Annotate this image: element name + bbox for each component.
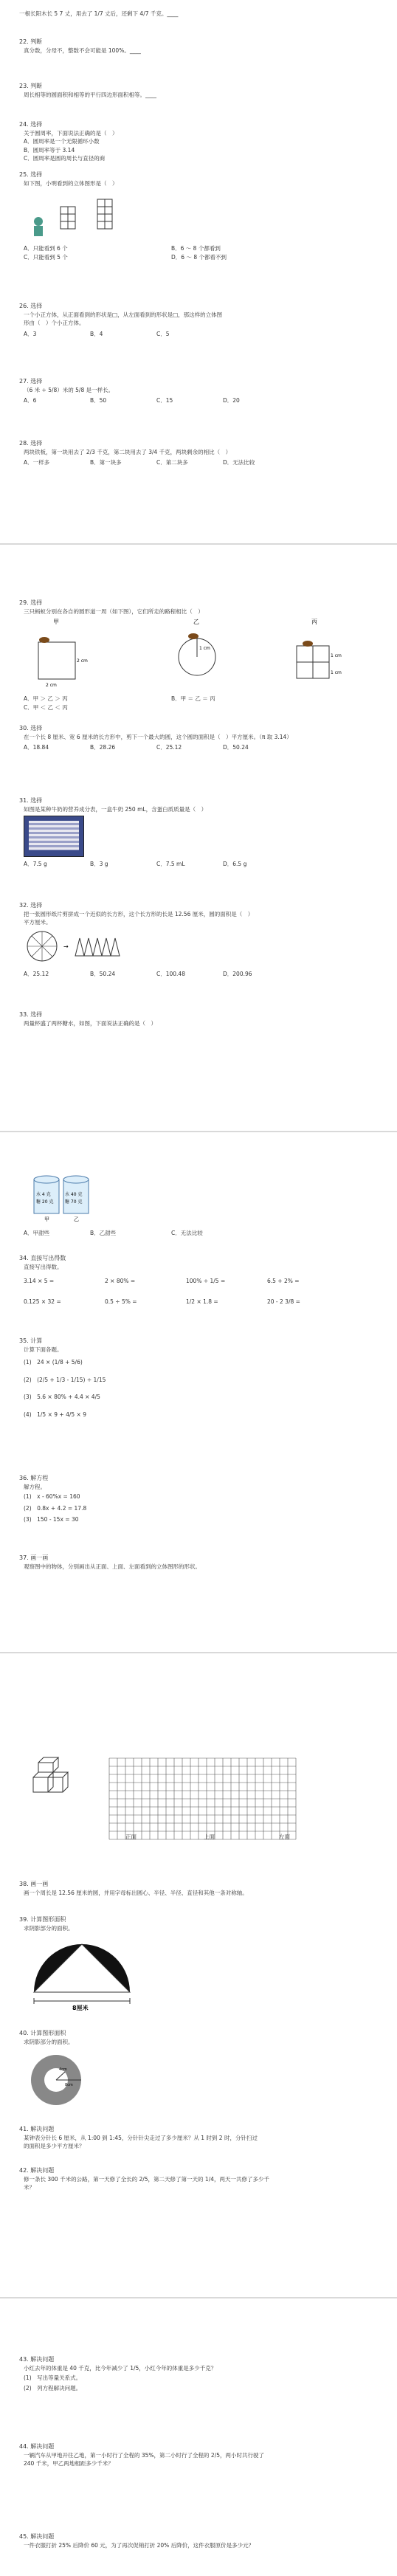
q35-text: 计算下面各题。: [24, 1346, 63, 1353]
q29-text: 三只蚂蚁分别在各自的圆形道一周（如下图），它们所走的路程相比（ ）: [24, 608, 204, 615]
q32-option-d[interactable]: D．200.96: [223, 970, 252, 977]
q35-item-3: (3) 5.6 × 80% + 4.4 × 4/5: [24, 1394, 100, 1401]
q31-text: 如图是某种牛奶的营养成分表，一盒牛奶 250 mL，含蛋白质质量是（ ）: [24, 806, 207, 813]
q27-option-b[interactable]: B．50: [90, 397, 107, 404]
q34-number: 34. 直接写出得数: [19, 1255, 66, 1261]
q34-item-3: 100% ÷ 1/5 =: [186, 1278, 226, 1285]
q29-label-yi: 乙: [193, 619, 199, 626]
q36-item-3: (3) 150 - 15x = 30: [24, 1516, 79, 1523]
q28-option-a[interactable]: A．一样多: [24, 459, 50, 466]
q33-cup2-sugar: 糖 70 克: [65, 1199, 83, 1205]
q25-option-d[interactable]: D．6 ～ 8 个都看不到: [171, 253, 227, 261]
q31: [19, 797, 381, 868]
q28-option-d[interactable]: D．无法比较: [223, 459, 255, 466]
q40-text: 求阴影部分的面积。: [24, 2039, 74, 2045]
q33-cup1-label: 甲: [44, 1216, 49, 1222]
q33-cup2-water: 水 40 克: [65, 1192, 83, 1197]
q29-number: 29. 选择: [19, 599, 43, 606]
q25-number: 25. 选择: [19, 171, 43, 178]
q45-number: 45. 解决问题: [19, 2533, 55, 2540]
q36-item-1: (1) x - 60%x = 160: [24, 1493, 80, 1501]
q41-text-cont: 的面积是多少平方厘米？: [24, 2143, 85, 2150]
q29-dim-radius: 1 cm: [199, 646, 210, 652]
q30-option-b[interactable]: B．28.26: [90, 744, 116, 751]
q33-option-a[interactable]: A．甲甜些: [24, 1230, 50, 1236]
page-separator: [0, 1652, 397, 1653]
q42-number: 42. 解决问题: [19, 2167, 55, 2174]
q31-option-b[interactable]: B．3 g: [90, 861, 108, 868]
q24-option-b[interactable]: B．圆周率等于 3.14: [24, 146, 75, 154]
q43-item-2: (2) 列方程解决问题。: [24, 2384, 82, 2391]
q34-item-7: 1/2 × 1.8 =: [186, 1298, 218, 1305]
q31-nutrition-label-image: [24, 816, 84, 857]
q38-number: 38. 画一画: [19, 1881, 49, 1887]
q30-option-a[interactable]: A．18.84: [24, 744, 49, 751]
q30-number: 30. 选择: [19, 725, 43, 731]
q28-option-c[interactable]: C．第二块多: [156, 459, 188, 466]
q35-item-4: (4) 1/5 × 9 + 4/5 × 9: [24, 1411, 86, 1418]
q33-text: 两量杯盛了两杯糖水，如图，下面说法正确的是（ ）: [24, 1020, 156, 1027]
q27-option-c[interactable]: C．15: [156, 397, 173, 404]
q28: [19, 440, 381, 466]
q31-option-d[interactable]: D．6.5 g: [223, 861, 247, 868]
q28-number: 28. 选择: [19, 440, 43, 447]
q41: [19, 2126, 381, 2152]
q33-number: 33. 选择: [19, 1011, 43, 1018]
q43-item-1: (1) 写出等量关系式。: [24, 2374, 82, 2382]
q27: [19, 378, 381, 404]
q26-text-cont: 形由（ ）个小正方体。: [24, 320, 85, 327]
q34-text: 直接写出得数。: [24, 1264, 63, 1270]
q23-text: 周长相等的圆面积和相等的平行四边形面积相等。____: [24, 92, 156, 98]
q35-item-1: (1) 24 × (1/8 + 5/6): [24, 1359, 83, 1366]
q40-ring-figure: [27, 2047, 100, 2113]
q44-text-cont: 240 千米，甲乙两地相距多少千米？: [24, 2460, 114, 2467]
q32-text-cont: 平方厘米。: [24, 919, 52, 926]
q33-option-c[interactable]: C．无法比较: [171, 1230, 203, 1236]
q37-number: 37. 画一画: [19, 1554, 49, 1561]
page-separator: [0, 543, 397, 545]
q34-item-2: 2 × 80% =: [105, 1278, 136, 1285]
q35: [19, 1337, 381, 1419]
q34: [19, 1255, 381, 1305]
q22-text: 真分数，分母不，整数不会可能是 100%。____: [24, 47, 141, 54]
q24-number: 24. 选择: [19, 121, 43, 128]
q33-option-b[interactable]: B．乙甜些: [90, 1230, 117, 1236]
q22: [19, 38, 381, 55]
q43-number: 43. 解决问题: [19, 2356, 55, 2363]
q21-text: 一根长阳木长 5 7 丈，用去了 1/7 丈后，还剩下 4/7 千克。____: [19, 10, 179, 17]
q37-view-front: 正面: [125, 1833, 137, 1840]
q40-dim-inner: 4cm: [59, 2067, 67, 2073]
q32-option-c[interactable]: C．100.48: [156, 970, 185, 977]
q34-item-6: 0.5 ÷ 5% =: [105, 1298, 137, 1305]
q32-number: 32. 选择: [19, 902, 43, 909]
q41-text: 某钟表分针长 6 厘米，从 1:00 到 1:45，分针针尖走过了多少厘米？从 1 时到 2 时，分针扫过: [24, 2135, 258, 2141]
q29-option-b[interactable]: B．甲 ＝ 乙 ＝ 丙: [171, 695, 215, 703]
q29-label-jia: 甲: [53, 619, 59, 626]
q42-text: 修一条长 300 千米的公路，第一天修了全长的 2/5，第二天修了第一天的 1/4，两天一共修了多少千: [24, 2176, 269, 2183]
q27-number: 27. 选择: [19, 378, 43, 385]
q37-view-top: 上面: [204, 1833, 215, 1840]
q32-option-b[interactable]: B．50.24: [90, 970, 116, 977]
q32: [19, 902, 381, 977]
q29-ant-paths-figure: [24, 616, 348, 690]
q37-view-left: 左面: [279, 1833, 290, 1840]
q33-figure-area: [19, 1172, 381, 1236]
q24-text: 关于圆周率，下面说法正确的是（ ）: [24, 130, 118, 137]
q30: [19, 725, 381, 751]
q35-number: 35. 计算: [19, 1337, 43, 1344]
q31-number: 31. 选择: [19, 797, 43, 804]
q31-option-c[interactable]: C．7.5 mL: [156, 861, 185, 868]
q32-text: 把一张圆形纸片剪拼成一个近似的长方形，这个长方形的长是 12.56 厘米，圆的面积是（ ）: [24, 911, 254, 917]
q25-option-b[interactable]: B．6 ～ 8 个都看到: [171, 245, 221, 252]
q33-cup1-sugar: 糖 20 克: [36, 1199, 54, 1205]
q42-text-cont: 米？: [24, 2184, 35, 2191]
q26-option-b[interactable]: B．4: [90, 330, 103, 337]
q45-text: 一件衣服打折 25% 后降价 60 元，为了再次促销打折 20% 后降价，这件衣服原价是多少元？: [24, 2542, 255, 2549]
page-separator: [0, 1131, 397, 1132]
q25-option-c[interactable]: C．只能看到 5 个: [24, 253, 68, 261]
q43-text: 小红去年的体重是 40 千克，比今年减少了 1/5，小红今年的体重是多少千克？: [24, 2365, 217, 2372]
q37: [19, 1554, 381, 1571]
svg-text:→: →: [63, 943, 69, 950]
q29-dim-small-2: 1 cm: [331, 670, 342, 676]
q40: [19, 2030, 381, 2115]
q33: [19, 1011, 381, 1028]
q39: [19, 1916, 381, 2017]
q39-semicircle-figure: [27, 1933, 137, 2014]
q36-item-2: (2) 0.8x + 4.2 = 17.8: [24, 1504, 87, 1512]
page-separator: [0, 2297, 397, 2298]
q30-option-d[interactable]: D．50.24: [223, 744, 249, 751]
q34-item-4: 6.5 + 2% =: [267, 1278, 300, 1285]
q25-text: 如下图，小明看到的立体图形是（ ）: [24, 180, 118, 187]
q41-number: 41. 解决问题: [19, 2126, 55, 2132]
q34-item-8: 20 - 2 3/8 =: [267, 1298, 300, 1305]
q33-cup1-water: 水 4 克: [36, 1192, 51, 1197]
q43: [19, 2356, 381, 2393]
q36-text: 解方程。: [24, 1484, 46, 1490]
q38-text: 画一个周长是 12.56 厘米的圆，并用字母标出圆心、半径、半径、直径和其他一条对称轴。: [24, 1890, 248, 1896]
q29-dim-small-1: 1 cm: [331, 653, 342, 659]
q32-option-a[interactable]: A．25.12: [24, 970, 49, 977]
q34-item-5: 0.125 × 32 =: [24, 1298, 61, 1305]
q26-text: 一个小正方体，从正面看到的形状是□，从左面看到的形状是□，那这样的立体图: [24, 311, 223, 318]
q29-label-bing: 丙: [311, 619, 317, 626]
q39-text: 求阴影部分的面积。: [24, 1925, 74, 1932]
q27-option-d[interactable]: D．20: [223, 397, 240, 404]
q25: [19, 171, 381, 261]
q36: [19, 1475, 381, 1525]
q38: [19, 1881, 381, 1898]
q21: [19, 9, 381, 18]
q30-option-c[interactable]: C．25.12: [156, 744, 182, 751]
q26-option-c[interactable]: C．5: [156, 330, 170, 337]
q26: [19, 303, 381, 337]
q44: [19, 2443, 381, 2469]
q28-option-b[interactable]: B．第一块多: [90, 459, 122, 466]
q26-number: 26. 选择: [19, 303, 43, 309]
q23-number: 23. 判断: [19, 83, 43, 89]
q33-cups-figure: [19, 1172, 108, 1224]
q31-option-a[interactable]: A．7.5 g: [24, 861, 47, 868]
q37-solid-figure: [30, 1755, 89, 1800]
q44-number: 44. 解决问题: [19, 2443, 55, 2450]
q25-cube-figure: [24, 188, 127, 240]
q28-text: 两块铁板，第一块用去了 2/3 千克，第二块用去了 3/4 千克，两块剩余的相比（ ）: [24, 449, 232, 455]
q29-dim-side: 2 cm: [77, 658, 88, 664]
q26-option-a[interactable]: A．3: [24, 330, 37, 337]
q23: [19, 83, 381, 100]
q30-text: 在一个长 8 厘米、宽 6 厘米的长方形中，剪下一个最大的圆，这个圆的面积是（ ）平方厘米。（π 取 3.14）: [24, 734, 292, 740]
q24-option-c[interactable]: C．圆周率是圆的周长与直径的商: [24, 155, 106, 162]
q39-dimension: 8厘米: [72, 2005, 89, 2012]
q40-dim-outer: 8cm: [65, 2083, 73, 2088]
q36-number: 36. 解方程: [19, 1475, 49, 1481]
q32-circle-cut-figure: [24, 928, 142, 965]
q39-number: 39. 计算图形面积: [19, 1916, 66, 1923]
q27-text: （6 米 ÷ 5/8）米的 5/8 是一样长。: [24, 387, 114, 393]
q29-option-c[interactable]: C．甲 ＜ 乙 ＜ 丙: [24, 703, 68, 711]
q35-item-2: (2) (2/5 + 1/3 - 1/15) ÷ 1/15: [24, 1376, 106, 1383]
q29-option-a[interactable]: A．甲 ＞ 乙 ＞ 丙: [24, 695, 68, 703]
q29: [19, 599, 381, 712]
q44-text: 一辆汽车从甲地开往乙地，第一小时行了全程的 35%，第二小时行了全程的 2/5，两小时共行驶了: [24, 2452, 265, 2459]
q22-number: 22. 判断: [19, 38, 43, 45]
q37-text: 观察图中的物体，分别画出从正面、上面、左面看到的立体图形的形状。: [24, 1563, 201, 1570]
q33-cup2-label: 乙: [74, 1216, 79, 1222]
q42: [19, 2167, 381, 2193]
q24-option-a[interactable]: A．圆周率是一个无限循环小数: [24, 138, 100, 145]
q29-dim-bottom: 2 cm: [46, 683, 57, 689]
q34-item-1: 3.14 × 5 =: [24, 1278, 55, 1285]
q24: [19, 121, 381, 164]
q40-number: 40. 计算图形面积: [19, 2030, 66, 2036]
q27-option-a[interactable]: A．6: [24, 397, 37, 404]
q45: [19, 2533, 381, 2550]
q25-option-a[interactable]: A．只能看到 6 个: [24, 245, 68, 252]
